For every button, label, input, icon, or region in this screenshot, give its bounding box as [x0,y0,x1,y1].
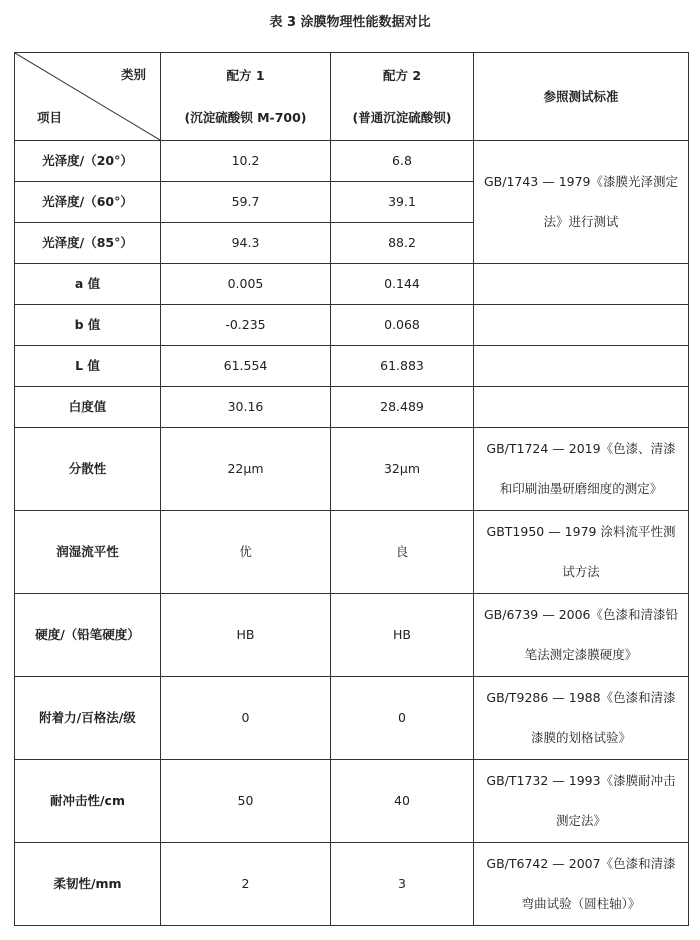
item-cell: b 值 [15,305,161,346]
standard-cell [474,677,689,760]
item-label: 项目 [37,110,63,125]
formula2-cell: 0.068 [331,305,474,346]
formula1-cell: 22μm [161,428,331,511]
table-row [15,511,689,594]
formula2-cell: 39.1 [331,182,474,223]
formula1-cell: 61.554 [161,346,331,387]
standard-line: GB/T9286 — 1988《色漆和清漆 [486,690,676,705]
standard-cell [474,264,689,305]
formula2-header: 配方 2 (普通沉淀硫酸钡) [331,53,474,141]
table-row [15,428,689,511]
formula2-cell: 良 [331,511,474,594]
formula2-cell: 28.489 [331,387,474,428]
table-title: 表 3 涂膜物理性能数据对比 [269,15,431,30]
header-row [15,53,689,141]
table-row [15,387,689,428]
formula1-cell: HB [161,594,331,677]
formula1-cell: 0.005 [161,264,331,305]
table-row [15,760,689,843]
formula2-cell: 32μm [331,428,474,511]
formula1-cell: 优 [161,511,331,594]
standard-line: 笔法测定漆膜硬度》 [524,647,638,662]
table-row [15,264,689,305]
standard-cell [474,387,689,428]
formula1-cell: 10.2 [161,141,331,182]
item-cell: 光泽度/（60°） [15,182,161,223]
formula2-cell: 88.2 [331,223,474,264]
standard-line: GB/6739 — 2006《色漆和清漆铅 [483,607,679,622]
formula2-cell: 0 [331,677,474,760]
standard-cell [474,843,689,926]
formula1-cell: 50 [161,760,331,843]
properties-table [14,52,689,926]
standard-header: 参照测试标准 [474,53,689,141]
standard-cell [474,428,689,511]
standard-cell [474,511,689,594]
formula2-cell: 0.144 [331,264,474,305]
formula1-cell: 0 [161,677,331,760]
standard-cell [474,594,689,677]
corner-header-cell [15,53,161,141]
standard-cell [474,141,689,264]
standard-line: 测定法》 [555,813,606,828]
item-cell: 附着力/百格法/级 [15,677,161,760]
item-cell: 硬度/（铅笔硬度） [15,594,161,677]
formula1-cell: 30.16 [161,387,331,428]
standard-line: GBT1950 — 1979 涂料流平性测 [486,524,676,539]
formula1-cell: 59.7 [161,182,331,223]
formula2-cell: 40 [331,760,474,843]
item-cell: 耐冲击性/cm [15,760,161,843]
formula1-cell: -0.235 [161,305,331,346]
table-row [15,843,689,926]
item-cell: a 值 [15,264,161,305]
table-row [15,346,689,387]
standard-line: GB/T6742 — 2007《色漆和清漆 [486,856,676,871]
item-cell: 光泽度/（85°） [15,223,161,264]
standard-line: 试方法 [562,564,600,579]
standard-cell [474,760,689,843]
formula2-cell: 61.883 [331,346,474,387]
item-cell: 润湿流平性 [15,511,161,594]
formula2-cell: 3 [331,843,474,926]
standard-cell [474,346,689,387]
item-cell: 光泽度/（20°） [15,141,161,182]
formula1-cell: 94.3 [161,223,331,264]
formula1-cell: 2 [161,843,331,926]
table-row [15,594,689,677]
item-cell: 分散性 [15,428,161,511]
item-cell: L 值 [15,346,161,387]
standard-line: GB/T1724 — 2019《色漆、清漆 [486,441,676,456]
formula2-cell: 6.8 [331,141,474,182]
standard-line: 法》进行测试 [543,214,619,229]
category-label: 类别 [120,67,146,82]
item-cell: 柔韧性/mm [15,843,161,926]
standard-line: 和印刷油墨研磨细度的测定》 [499,481,663,496]
item-cell: 白度值 [15,387,161,428]
table-row [15,305,689,346]
formula1-header: 配方 1 (沉淀硫酸钡 M-700) [161,53,331,141]
formula2-cell: HB [331,594,474,677]
standard-line: 弯曲试验（圆柱轴）》 [521,896,641,911]
standard-cell [474,305,689,346]
standard-line: 漆膜的划格试验》 [530,730,631,745]
table-row [15,141,689,182]
standard-line: GB/T1732 — 1993《漆膜耐冲击 [486,773,676,788]
standard-line: GB/1743 — 1979《漆膜光泽测定 [483,174,679,189]
table-row [15,677,689,760]
